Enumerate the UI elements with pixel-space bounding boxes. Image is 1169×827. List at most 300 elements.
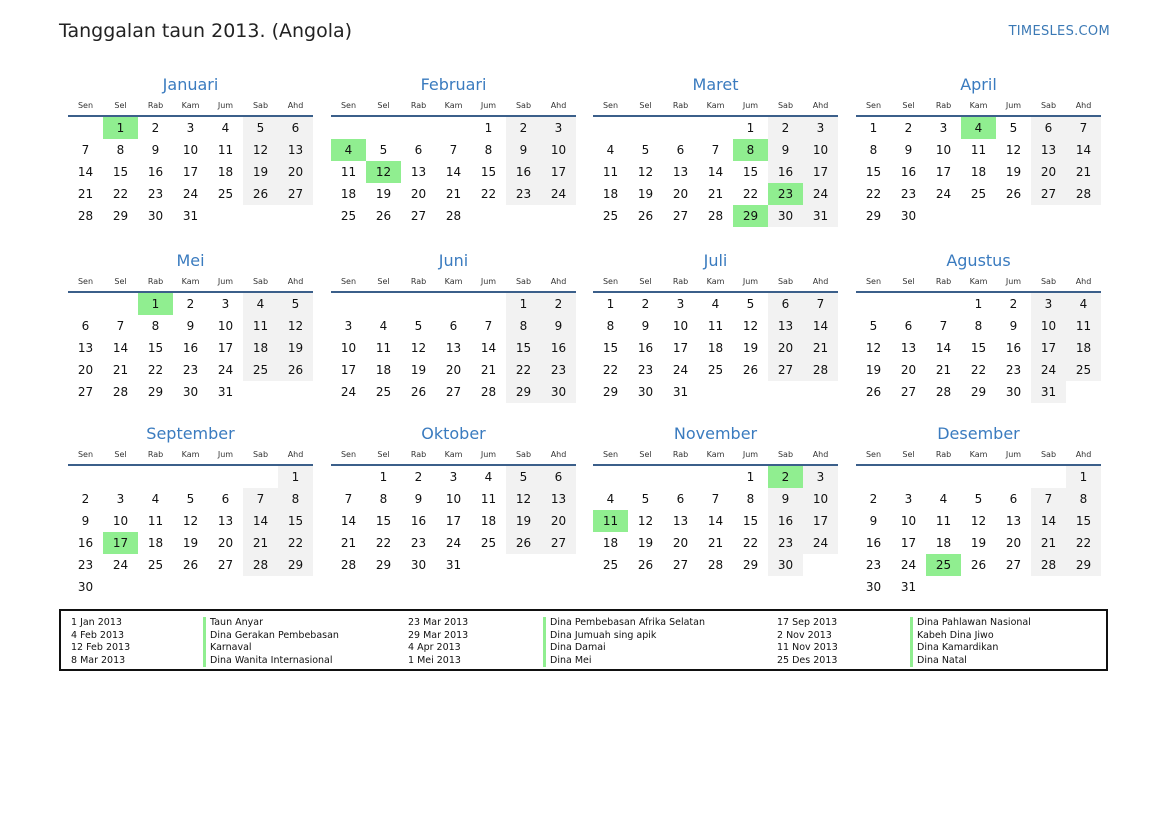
day-cell: 19: [182, 536, 199, 550]
weekday-label: Jum: [480, 450, 497, 459]
day-grid: [593, 466, 838, 576]
weekday-label: Rab: [410, 450, 427, 459]
day-cell: 5: [243, 117, 278, 139]
month-juni: [331, 250, 576, 403]
day-cell: 7: [1066, 117, 1101, 139]
day-cell: 3: [676, 297, 685, 311]
day-cell: 18: [340, 187, 357, 201]
weekday-label: Jum: [217, 450, 234, 459]
empty-day-cell: [68, 466, 103, 488]
day-cell: 13: [77, 341, 94, 355]
day-cell: 7: [939, 319, 948, 333]
empty-day-cell: [593, 117, 628, 139]
day-cell: 27: [672, 209, 689, 223]
brand-link[interactable]: TIMESLES.COM: [1008, 24, 1110, 39]
day-cell: 16: [865, 536, 882, 550]
day-cell: 3: [904, 492, 913, 506]
day-cell: 4: [939, 492, 948, 506]
holiday-list: [59, 609, 1108, 671]
weekday-label: Kam: [181, 101, 200, 110]
day-cell: 28: [803, 359, 838, 381]
weekday-label: Sab: [777, 450, 794, 459]
day-grid: [593, 117, 838, 227]
weekday-label: Ahd: [550, 277, 567, 286]
day-cell: 5: [379, 143, 388, 157]
day-grid: [68, 293, 313, 403]
weekday-header: [856, 445, 1101, 466]
weekday-label: Kam: [706, 277, 725, 286]
day-cell: 24: [182, 187, 199, 201]
weekday-header: [331, 96, 576, 117]
day-grid: [593, 293, 838, 403]
day-cell: 24: [541, 183, 576, 205]
day-cell: 26: [865, 385, 882, 399]
day-cell: 1: [484, 121, 493, 135]
weekday-label: Sen: [77, 277, 94, 286]
day-cell: 2: [768, 466, 803, 488]
day-cell: 26: [182, 558, 199, 572]
day-cell: 27: [410, 209, 427, 223]
day-cell: 4: [711, 297, 720, 311]
weekday-label: Ahd: [287, 101, 304, 110]
day-cell: 13: [1005, 514, 1022, 528]
day-cell: 1: [869, 121, 878, 135]
weekday-label: Kam: [969, 450, 988, 459]
empty-day-cell: [698, 117, 733, 139]
day-cell: 25: [602, 558, 619, 572]
empty-day-cell: [401, 117, 436, 139]
day-cell: 26: [637, 558, 654, 572]
weekday-label: Sab: [515, 277, 532, 286]
day-cell: 16: [541, 337, 576, 359]
day-cell: 3: [449, 470, 458, 484]
day-cell: 21: [935, 363, 952, 377]
day-cell: 24: [340, 385, 357, 399]
day-cell: 19: [865, 363, 882, 377]
weekday-label: Jum: [480, 101, 497, 110]
month-name: Juli: [703, 251, 728, 270]
day-cell: 6: [768, 293, 803, 315]
day-cell: 1: [606, 297, 615, 311]
empty-day-cell: [891, 466, 926, 488]
day-cell: 7: [116, 319, 125, 333]
day-cell: 25: [970, 187, 987, 201]
day-cell: 8: [869, 143, 878, 157]
day-grid: [856, 293, 1101, 403]
day-cell: 19: [970, 536, 987, 550]
day-cell: 18: [707, 341, 724, 355]
day-cell: 22: [865, 187, 882, 201]
day-cell: 9: [1009, 319, 1018, 333]
day-cell: 30: [768, 554, 803, 576]
weekday-label: Jum: [742, 277, 759, 286]
month-name: Maret: [692, 75, 739, 94]
month-februari: [331, 74, 576, 227]
holiday-date: 25 Des 2013: [777, 654, 838, 666]
empty-day-cell: [173, 466, 208, 488]
month-mei: [68, 250, 313, 403]
day-cell: 14: [243, 510, 278, 532]
month-name: Juni: [438, 251, 469, 270]
day-cell: 22: [147, 363, 164, 377]
day-cell: 6: [904, 319, 913, 333]
day-cell: 25: [926, 554, 961, 576]
day-grid: [856, 466, 1101, 598]
holiday-name: Dina Natal: [910, 655, 1031, 668]
day-cell: 22: [480, 187, 497, 201]
day-cell: 27: [672, 558, 689, 572]
day-cell: 14: [445, 165, 462, 179]
day-cell: 27: [217, 558, 234, 572]
day-cell: 27: [445, 385, 462, 399]
empty-day-cell: [68, 293, 103, 315]
day-cell: 27: [1005, 558, 1022, 572]
empty-day-cell: [1031, 466, 1066, 488]
weekday-label: Sel: [114, 277, 127, 286]
day-cell: 20: [672, 536, 689, 550]
day-cell: 9: [186, 319, 195, 333]
day-cell: 5: [869, 319, 878, 333]
holiday-name: Dina Gerakan Pembebasan: [203, 630, 339, 643]
day-cell: 14: [112, 341, 129, 355]
holiday-date: 23 Mar 2013: [408, 617, 469, 628]
holiday-date: 29 Mar 2013: [408, 629, 469, 641]
day-cell: 2: [869, 492, 878, 506]
empty-day-cell: [243, 466, 278, 488]
day-cell: 18: [935, 536, 952, 550]
day-cell: 13: [1031, 139, 1066, 161]
day-cell: 9: [151, 143, 160, 157]
day-cell: 7: [711, 492, 720, 506]
day-cell: 31: [672, 385, 689, 399]
weekday-label: Ahd: [812, 450, 829, 459]
day-cell: 12: [506, 488, 541, 510]
day-cell: 18: [1066, 337, 1101, 359]
day-cell: 4: [484, 470, 493, 484]
day-cell: 10: [803, 139, 838, 161]
day-cell: 28: [1031, 554, 1066, 576]
day-cell: 1: [138, 293, 173, 315]
weekday-label: Sen: [602, 101, 619, 110]
month-name: Oktober: [421, 424, 486, 443]
weekday-label: Kam: [969, 277, 988, 286]
day-cell: 19: [742, 341, 759, 355]
weekday-label: Sen: [77, 101, 94, 110]
day-cell: 2: [541, 293, 576, 315]
weekday-label: Rab: [672, 277, 689, 286]
day-cell: 31: [217, 385, 234, 399]
weekday-label: Rab: [935, 101, 952, 110]
day-cell: 17: [803, 161, 838, 183]
holiday-date: 2 Nov 2013: [777, 629, 832, 641]
day-cell: 28: [340, 558, 357, 572]
day-cell: 2: [641, 297, 650, 311]
day-cell: 9: [869, 514, 878, 528]
weekday-label: Ahd: [287, 277, 304, 286]
day-cell: 4: [243, 293, 278, 315]
month-name: Februari: [420, 75, 487, 94]
day-cell: 29: [733, 205, 768, 227]
day-cell: 30: [865, 580, 882, 594]
day-cell: 25: [707, 363, 724, 377]
day-cell: 16: [768, 510, 803, 532]
day-cell: 13: [672, 514, 689, 528]
day-cell: 26: [742, 363, 759, 377]
day-cell: 12: [970, 514, 987, 528]
day-cell: 3: [541, 117, 576, 139]
day-cell: 6: [541, 466, 576, 488]
day-cell: 14: [935, 341, 952, 355]
weekday-label: Kam: [444, 277, 463, 286]
day-cell: 14: [1031, 510, 1066, 532]
day-cell: 13: [672, 165, 689, 179]
day-cell: 11: [602, 165, 619, 179]
day-cell: 17: [340, 363, 357, 377]
day-cell: 25: [217, 187, 234, 201]
day-cell: 15: [742, 514, 759, 528]
day-cell: 11: [147, 514, 164, 528]
weekday-label: Jum: [480, 277, 497, 286]
holiday-dates-column: [777, 617, 838, 667]
day-cell: 23: [768, 183, 803, 205]
day-grid: [331, 466, 576, 576]
day-cell: 24: [803, 532, 838, 554]
weekday-label: Ahd: [1075, 450, 1092, 459]
day-cell: 15: [506, 337, 541, 359]
day-cell: 21: [707, 187, 724, 201]
day-cell: 14: [340, 514, 357, 528]
day-cell: 19: [637, 536, 654, 550]
day-cell: 10: [900, 514, 917, 528]
day-cell: 21: [707, 536, 724, 550]
day-cell: 29: [506, 381, 541, 403]
weekday-label: Jum: [742, 101, 759, 110]
day-cell: 12: [410, 341, 427, 355]
empty-day-cell: [366, 293, 401, 315]
day-cell: 22: [742, 536, 759, 550]
empty-day-cell: [663, 117, 698, 139]
day-cell: 21: [480, 363, 497, 377]
day-cell: 6: [414, 143, 423, 157]
day-cell: 26: [637, 209, 654, 223]
holiday-date: 1 Mei 2013: [408, 654, 461, 666]
day-cell: 22: [112, 187, 129, 201]
day-cell: 18: [480, 514, 497, 528]
month-agustus: [856, 250, 1101, 403]
day-cell: 7: [449, 143, 458, 157]
day-cell: 25: [375, 385, 392, 399]
day-cell: 25: [1066, 359, 1101, 381]
day-cell: 11: [375, 341, 392, 355]
day-cell: 26: [970, 558, 987, 572]
weekday-header: [593, 272, 838, 293]
day-cell: 18: [243, 337, 278, 359]
day-cell: 27: [278, 183, 313, 205]
weekday-label: Rab: [147, 101, 164, 110]
day-cell: 27: [1031, 183, 1066, 205]
holiday-name: Kabeh Dina Jiwo: [910, 630, 1031, 643]
day-cell: 24: [672, 363, 689, 377]
day-cell: 23: [506, 183, 541, 205]
day-cell: 24: [112, 558, 129, 572]
empty-day-cell: [628, 466, 663, 488]
day-cell: 12: [637, 514, 654, 528]
day-cell: 31: [803, 205, 838, 227]
weekday-label: Sel: [377, 450, 390, 459]
day-cell: 22: [602, 363, 619, 377]
day-cell: 1: [974, 297, 983, 311]
day-cell: 26: [278, 359, 313, 381]
empty-day-cell: [926, 466, 961, 488]
day-cell: 20: [410, 187, 427, 201]
day-cell: 25: [147, 558, 164, 572]
day-cell: 9: [768, 488, 803, 510]
day-cell: 6: [449, 319, 458, 333]
day-cell: 17: [672, 341, 689, 355]
holiday-name: Dina Jumuah sing apik: [543, 630, 705, 643]
day-cell: 30: [147, 209, 164, 223]
day-cell: 11: [217, 143, 234, 157]
day-cell: 10: [112, 514, 129, 528]
day-cell: 11: [480, 492, 497, 506]
day-cell: 3: [186, 121, 195, 135]
day-cell: 7: [243, 488, 278, 510]
day-cell: 25: [243, 359, 278, 381]
weekday-label: Rab: [410, 101, 427, 110]
empty-day-cell: [926, 293, 961, 315]
day-cell: 29: [147, 385, 164, 399]
holiday-date: 4 Apr 2013: [408, 642, 461, 654]
day-cell: 17: [182, 165, 199, 179]
weekday-label: Rab: [410, 277, 427, 286]
day-cell: 31: [900, 580, 917, 594]
holiday-name: Dina Kamardikan: [910, 642, 1031, 655]
day-cell: 10: [672, 319, 689, 333]
month-name: Mei: [176, 251, 205, 270]
day-cell: 5: [414, 319, 423, 333]
day-cell: 24: [1031, 359, 1066, 381]
holiday-date: 17 Sep 2013: [777, 617, 838, 628]
weekday-header: [68, 96, 313, 117]
day-cell: 19: [1005, 165, 1022, 179]
day-cell: 5: [641, 492, 650, 506]
day-cell: 17: [803, 510, 838, 532]
day-cell: 16: [900, 165, 917, 179]
day-cell: 13: [541, 488, 576, 510]
month-name: November: [673, 424, 758, 443]
day-cell: 29: [742, 558, 759, 572]
month-desember: [856, 423, 1101, 598]
day-cell: 7: [1031, 488, 1066, 510]
day-cell: 11: [935, 514, 952, 528]
day-cell: 21: [1066, 161, 1101, 183]
weekday-label: Sab: [777, 101, 794, 110]
day-cell: 14: [480, 341, 497, 355]
day-cell: 8: [151, 319, 160, 333]
day-cell: 21: [340, 536, 357, 550]
day-cell: 1: [506, 293, 541, 315]
day-cell: 8: [733, 139, 768, 161]
month-oktober: [331, 423, 576, 576]
empty-day-cell: [436, 293, 471, 315]
day-cell: 19: [375, 187, 392, 201]
day-cell: 1: [103, 117, 138, 139]
day-cell: 21: [803, 337, 838, 359]
day-cell: 30: [410, 558, 427, 572]
day-cell: 11: [340, 165, 357, 179]
day-cell: 11: [243, 315, 278, 337]
day-cell: 9: [414, 492, 423, 506]
day-cell: 18: [375, 363, 392, 377]
day-cell: 6: [676, 492, 685, 506]
day-cell: 26: [410, 385, 427, 399]
month-name: Desember: [937, 424, 1020, 443]
day-cell: 12: [742, 319, 759, 333]
empty-day-cell: [891, 293, 926, 315]
day-cell: 29: [278, 554, 313, 576]
day-cell: 10: [340, 341, 357, 355]
day-cell: 14: [707, 165, 724, 179]
day-cell: 30: [637, 385, 654, 399]
day-cell: 17: [217, 341, 234, 355]
holiday-name: Dina Mei: [543, 655, 705, 668]
day-cell: 18: [970, 165, 987, 179]
day-cell: 22: [1066, 532, 1101, 554]
holiday-date: 12 Feb 2013: [71, 642, 131, 654]
weekday-label: Sen: [340, 450, 357, 459]
day-cell: 15: [147, 341, 164, 355]
holiday-name: Dina Pahlawan Nasional: [910, 617, 1031, 630]
weekday-label: Sel: [114, 101, 127, 110]
day-cell: 6: [676, 143, 685, 157]
day-cell: 13: [410, 165, 427, 179]
day-cell: 8: [746, 492, 755, 506]
day-cell: 24: [445, 536, 462, 550]
day-cell: 7: [803, 293, 838, 315]
day-cell: 1: [746, 121, 755, 135]
day-cell: 30: [1005, 385, 1022, 399]
day-cell: 30: [182, 385, 199, 399]
day-cell: 29: [1066, 554, 1101, 576]
day-cell: 27: [768, 359, 803, 381]
weekday-label: Ahd: [1075, 101, 1092, 110]
holiday-name: Dina Damai: [543, 642, 705, 655]
day-cell: 24: [935, 187, 952, 201]
day-cell: 2: [506, 117, 541, 139]
day-cell: 15: [112, 165, 129, 179]
day-cell: 6: [1031, 117, 1066, 139]
day-cell: 28: [935, 385, 952, 399]
empty-day-cell: [138, 466, 173, 488]
month-name: April: [960, 75, 997, 94]
day-cell: 24: [900, 558, 917, 572]
weekday-label: Rab: [147, 450, 164, 459]
day-cell: 30: [768, 205, 803, 227]
day-cell: 13: [900, 341, 917, 355]
day-cell: 6: [221, 492, 230, 506]
day-cell: 23: [768, 532, 803, 554]
day-cell: 17: [541, 161, 576, 183]
weekday-header: [68, 445, 313, 466]
empty-day-cell: [68, 117, 103, 139]
day-cell: 3: [939, 121, 948, 135]
day-cell: 28: [112, 385, 129, 399]
day-cell: 2: [904, 121, 913, 135]
day-cell: 9: [768, 139, 803, 161]
month-name: Agustus: [946, 251, 1011, 270]
weekday-label: Jum: [1005, 450, 1022, 459]
weekday-label: Sel: [639, 101, 652, 110]
